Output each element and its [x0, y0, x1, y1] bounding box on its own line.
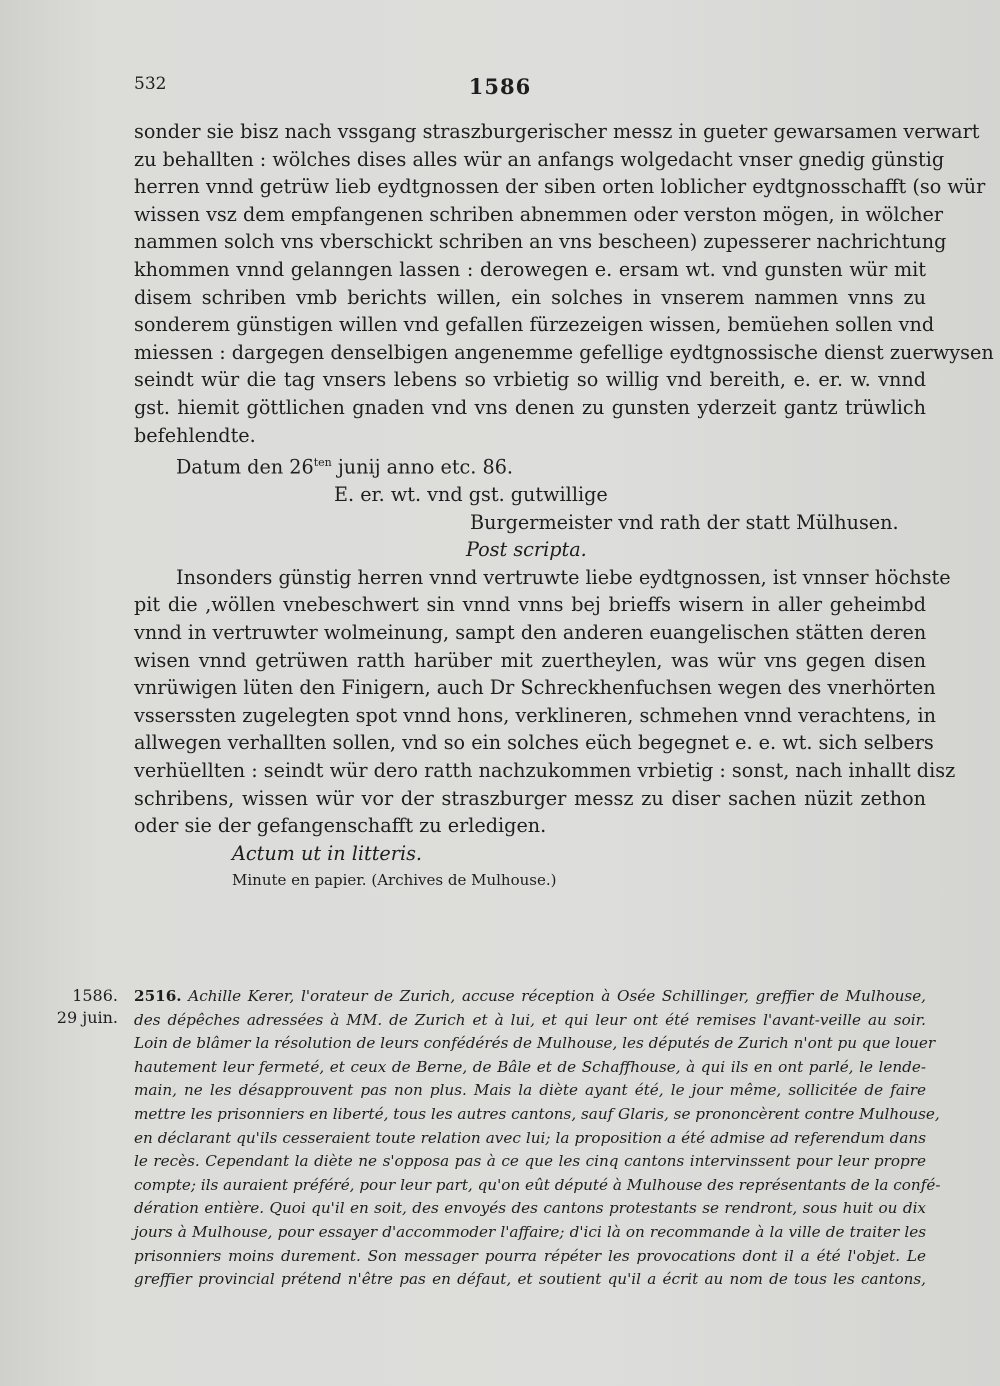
letter-closing: E. er. wt. vnd gst. gutwillige — [334, 483, 608, 507]
text-line — [134, 985, 926, 1009]
year-heading: 1586 — [468, 74, 532, 99]
text-line: sonderem günstigen willen vnd gefallen fürzezeigen wissen, bemüehen sollen vnd — [134, 313, 935, 337]
entry-number: 2516. — [134, 987, 182, 1005]
text-line: en déclarant qu'ils cesseraient toute relation avec lui; la proposition a été admise ad referendum dans — [134, 1128, 926, 1147]
text-line: befehlendte. — [134, 423, 256, 447]
text-line: pit die ,wöllen vnebeschwert sin vnnd vnns bej brieffs wisern in aller geheimbd — [134, 593, 926, 617]
letter-text — [134, 118, 994, 895]
source-note: Minute en papier. (Archives de Mulhouse.) — [232, 871, 557, 890]
text-line: hautement leur fermeté, et ceux de Berne, de Bâle et de Schaffhouse, à qui ils en ont parlé, le lende- — [134, 1057, 926, 1076]
entry-line-text: Achille Kerer, l'orateur de Zurich, accuse réception à Osée Schillinger, greffier de Mulhouse, — [188, 987, 927, 1005]
text-line: zu behallten : wölches dises alles wür an anfangs wolgedacht vnser gnedig günstig — [134, 147, 945, 171]
postscript-heading: Post scripta. — [466, 538, 587, 562]
text-line: des dépêches adressées à MM. de Zurich et à lui, et qui leur ont été remises l'avant-veille au soir. — [134, 1010, 926, 1029]
text-line: wissen vsz dem empfangenen schriben abnemmen oder verston mögen, in wölcher — [134, 202, 944, 226]
text-line: vsserssten zugelegten spot vnnd hons, verklineren, schmehen vnnd verachtens, in — [134, 703, 936, 727]
entry-year: 1586. — [72, 986, 118, 1005]
text-line: gst. hiemit göttlichen gnaden vnd vns denen zu gunsten yderzeit gantz trüwlich — [134, 395, 926, 419]
date-prefix: Datum den 26 — [176, 455, 314, 479]
text-line: miessen : dargegen denselbigen angenemme gefellige eydtgnossische dienst zuerwysen — [134, 340, 994, 364]
letter-signature: Burgermeister vnd rath der statt Mülhusen. — [470, 510, 899, 534]
text-line: allwegen verhallten sollen, vnd so ein solches eüch begegnet e. e. wt. sich selbers — [134, 731, 934, 755]
text-line: seindt wür die tag vnsers lebens so vrbietig so willig vnd bereith, e. er. w. vnnd — [134, 368, 926, 392]
text-line: schribens, wissen wür vor der straszburger messz zu diser sachen nüzit zethon — [134, 786, 926, 810]
page-number: 532 — [134, 74, 167, 94]
text-line: khommen vnnd gelanngen lassen : derowegen e. ersam wt. vnd gunsten wür mit — [134, 257, 926, 281]
text-line: dération entière. Quoi qu'il en soit, des envoyés des cantons protestants se rendront, sous huit ou dix — [134, 1199, 926, 1218]
text-line: Loin de blâmer la résolution de leurs confédérés de Mulhouse, les députés de Zurich n'ont pu que louer — [134, 1034, 936, 1053]
text-line: vnnd in vertruwter wolmeinung, sampt den anderen euangelischen stätten deren — [134, 621, 927, 645]
actum-line: Actum ut in litteris. — [232, 841, 423, 865]
text-line: oder sie der gefangenschafft zu erledigen. — [134, 814, 547, 838]
date-suffix: junij anno etc. 86. — [331, 455, 513, 479]
text-line: wisen vnnd getrüwen ratth harüber mit zuertheylen, was wür vns gegen disen — [134, 648, 926, 672]
text-line: disem schriben vmb berichts willen, ein solches in vnserem nammen vnns zu — [134, 285, 926, 309]
postscript-body — [134, 564, 956, 840]
text-line: greffier provincial prétend n'être pas en défaut, et soutient qu'il a écrit au nom de tous les cantons, — [134, 1270, 926, 1289]
letter-date — [134, 449, 926, 481]
entry-day: 29 juin. — [56, 1008, 118, 1027]
text-line: jours à Mulhouse, pour essayer d'accommoder l'affaire; d'ici là on recommande à la ville de traiter les — [134, 1222, 926, 1241]
text-line: sonder sie bisz nach vssgang straszburgerischer messz in gueter gewarsamen verwart — [134, 120, 980, 143]
text-line: prisonniers moins durement. Son messager pourra répéter les provocations dont il a été l'objet. Le — [134, 1246, 926, 1265]
text-line: verhüellten : seindt wür dero ratth nachzukommen vrbietig : sonst, nach inhallt disz — [134, 759, 956, 783]
text-line: nammen solch vns vberschickt schriben an vns bescheen) zupesserer nachrichtung — [134, 230, 947, 254]
text-line: Insonders günstig herren vnnd vertruwte liebe eydtgnossen, ist vnnser höchste — [176, 565, 951, 589]
text-line: main, ne les désapprouvent pas non plus. Mais la diète ayant été, le jour même, sollicitée de faire — [134, 1081, 926, 1100]
page-header — [0, 74, 1000, 104]
entry-date — [56, 985, 118, 1029]
text-line: herren vnnd getrüw lieb eydtgnossen der siben orten loblicher eydtgnosschafft (so wür — [134, 175, 986, 199]
text-line: vnrüwigen lüten den Finigern, auch Dr Schreckhenfuchsen wegen des vnerhörten — [134, 676, 936, 700]
text-line: compte; ils auraient préféré, pour leur part, qu'on eût député à Mulhouse des représentants de la confé- — [134, 1175, 941, 1194]
text-line: mettre les prisonniers en liberté, tous les autres cantons, sauf Glaris, se prononcèrent contre Mulhouse, — [134, 1104, 940, 1123]
text-line: le recès. Cependant la diète ne s'opposa pas à ce que les cinq cantons intervinssent pour leur propre — [134, 1152, 926, 1171]
date-superscript: ten — [313, 456, 332, 470]
letter-body — [134, 118, 994, 449]
entry-summary — [134, 985, 941, 1292]
